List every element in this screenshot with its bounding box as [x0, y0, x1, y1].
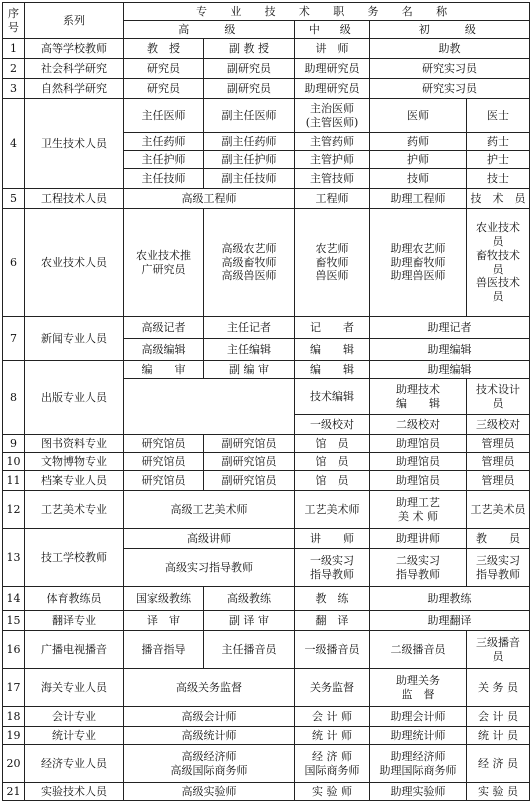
title-cell: 医师 — [370, 99, 467, 133]
title-cell: 技 术 员 — [467, 189, 530, 209]
title-cell: 教 授 — [124, 39, 204, 59]
title-cell: 统 计 员 — [467, 727, 530, 745]
title-cell: 副研究馆员 — [204, 453, 295, 471]
row-number: 21 — [3, 783, 25, 801]
row-number: 18 — [3, 707, 25, 727]
title-cell: 研究员 — [124, 59, 204, 79]
title-cell: 二级校对 — [370, 415, 467, 435]
series-cell: 会计专业 — [25, 707, 124, 727]
title-table — [2, 2, 530, 801]
series-cell: 工程技术人员 — [25, 189, 124, 209]
table-row — [3, 529, 530, 549]
title-cell: 助理技术 编 辑 — [370, 379, 467, 415]
series-cell: 统计专业 — [25, 727, 124, 745]
title-cell: 高级教练 — [204, 587, 295, 611]
title-cell: 助理经济师 助理国际商务师 — [370, 745, 467, 783]
title-cell: 教 员 — [467, 529, 530, 549]
title-cell: 农艺师 畜牧师 兽医师 — [295, 209, 370, 317]
row-number: 8 — [3, 361, 25, 435]
title-cell: 教 练 — [295, 587, 370, 611]
title-cell: 技术设计 员 — [467, 379, 530, 415]
row-number: 7 — [3, 317, 25, 361]
title-cell: 研究馆员 — [124, 435, 204, 453]
series-cell: 经济专业人员 — [25, 745, 124, 783]
table-row — [3, 587, 530, 611]
header-senior: 高 级 — [124, 21, 295, 39]
title-cell: 高级统计师 — [124, 727, 295, 745]
row-number: 4 — [3, 99, 25, 189]
title-cell: 主任播音员 — [204, 631, 295, 669]
title-cell: 三级播音 员 — [467, 631, 530, 669]
table-row — [3, 79, 530, 99]
table-row — [3, 471, 530, 491]
series-cell: 社会科学研究 — [25, 59, 124, 79]
table-row — [3, 317, 530, 339]
title-cell: 高级会计师 — [124, 707, 295, 727]
title-cell: 助理馆员 — [370, 435, 467, 453]
title-cell: 经 济 师 国际商务师 — [295, 745, 370, 783]
title-cell: 农业技术推 广研究员 — [124, 209, 204, 317]
empty-cell — [124, 379, 295, 435]
title-cell: 翻 译 — [295, 611, 370, 631]
series-cell: 自然科学研究 — [25, 79, 124, 99]
title-cell: 药师 — [370, 133, 467, 151]
row-number: 16 — [3, 631, 25, 669]
series-cell: 广播电视播音 — [25, 631, 124, 669]
title-cell: 助理关务 监 督 — [370, 669, 467, 707]
title-cell: 助理编辑 — [370, 361, 530, 379]
row-number: 10 — [3, 453, 25, 471]
title-cell: 记 者 — [295, 317, 370, 339]
title-cell: 馆 员 — [295, 471, 370, 491]
title-cell: 管理员 — [467, 471, 530, 491]
table-row — [3, 435, 530, 453]
series-cell: 图书资料专业 — [25, 435, 124, 453]
title-cell: 药士 — [467, 133, 530, 151]
title-cell: 主任药师 — [124, 133, 204, 151]
series-cell: 技工学校教师 — [25, 529, 124, 587]
title-cell: 高级经济师 高级国际商务师 — [124, 745, 295, 783]
series-cell: 体育教练员 — [25, 587, 124, 611]
series-cell: 新闻专业人员 — [25, 317, 124, 361]
title-cell: 副研究员 — [204, 59, 295, 79]
title-cell: 助理研究员 — [295, 79, 370, 99]
table-row — [3, 611, 530, 631]
title-cell: 助理馆员 — [370, 453, 467, 471]
title-cell: 副 教 授 — [204, 39, 295, 59]
series-cell: 档案专业人员 — [25, 471, 124, 491]
title-cell: 编 审 — [124, 361, 204, 379]
row-number: 5 — [3, 189, 25, 209]
title-cell: 助理记者 — [370, 317, 530, 339]
title-cell: 副 译 审 — [204, 611, 295, 631]
title-cell: 实 验 员 — [467, 783, 530, 801]
table-row — [3, 745, 530, 783]
title-cell: 三级校对 — [467, 415, 530, 435]
title-cell: 一级校对 — [295, 415, 370, 435]
title-cell: 助理翻译 — [370, 611, 530, 631]
series-cell: 实验技术人员 — [25, 783, 124, 801]
title-cell: 高级讲师 — [124, 529, 295, 549]
row-number: 13 — [3, 529, 25, 587]
title-cell: 主任技师 — [124, 169, 204, 189]
row-number: 20 — [3, 745, 25, 783]
table-row — [3, 361, 530, 379]
row-number: 14 — [3, 587, 25, 611]
series-cell: 出版专业人员 — [25, 361, 124, 435]
table-row — [3, 453, 530, 471]
title-cell: 助理会计师 — [370, 707, 467, 727]
title-cell: 高级实验师 — [124, 783, 295, 801]
title-cell: 讲 师 — [295, 529, 370, 549]
series-cell: 翻译专业 — [25, 611, 124, 631]
title-cell: 研究馆员 — [124, 453, 204, 471]
header-title: 专 业 技 术 职 务 名 称 — [124, 3, 530, 21]
title-cell: 工程师 — [295, 189, 370, 209]
table-row — [3, 491, 530, 529]
title-cell: 一级实习 指导教师 — [295, 549, 370, 587]
title-cell: 助理研究员 — [295, 59, 370, 79]
row-number: 6 — [3, 209, 25, 317]
title-cell: 国家级教练 — [124, 587, 204, 611]
title-cell: 助理工程师 — [370, 189, 467, 209]
series-cell: 工艺美术专业 — [25, 491, 124, 529]
title-cell: 高级实习指导教师 — [124, 549, 295, 587]
title-cell: 助教 — [370, 39, 530, 59]
title-cell: 助理农艺师 助理畜牧师 助理兽医师 — [370, 209, 467, 317]
title-cell: 管理员 — [467, 435, 530, 453]
row-number: 12 — [3, 491, 25, 529]
title-cell: 管理员 — [467, 453, 530, 471]
title-cell: 高级关务监督 — [124, 669, 295, 707]
title-cell: 工艺美术师 — [295, 491, 370, 529]
header-junior: 初 级 — [370, 21, 530, 39]
title-cell: 二级播音员 — [370, 631, 467, 669]
row-number: 17 — [3, 669, 25, 707]
title-cell: 高级记者 — [124, 317, 204, 339]
title-cell: 编 辑 — [295, 339, 370, 361]
title-cell: 主任记者 — [204, 317, 295, 339]
title-cell: 工艺美术员 — [467, 491, 530, 529]
series-cell: 海关专业人员 — [25, 669, 124, 707]
title-cell: 助理教练 — [370, 587, 530, 611]
title-cell: 主治医师 (主管医师) — [295, 99, 370, 133]
title-cell: 高级农艺师 高级畜牧师 高级兽医师 — [204, 209, 295, 317]
table-row — [3, 727, 530, 745]
row-number: 15 — [3, 611, 25, 631]
title-cell: 技术编辑 — [295, 379, 370, 415]
title-cell: 研究实习员 — [370, 59, 530, 79]
row-number: 9 — [3, 435, 25, 453]
table-row — [3, 189, 530, 209]
title-cell: 关务监督 — [295, 669, 370, 707]
header-series: 系列 — [25, 3, 124, 39]
table-row — [3, 783, 530, 801]
title-cell: 副研究馆员 — [204, 435, 295, 453]
series-cell: 高等学校教师 — [25, 39, 124, 59]
table-row — [3, 209, 530, 317]
row-number: 11 — [3, 471, 25, 491]
title-cell: 副主任护师 — [204, 151, 295, 169]
header-middle: 中 级 — [295, 21, 370, 39]
title-cell: 译 审 — [124, 611, 204, 631]
title-cell: 高级工程师 — [124, 189, 295, 209]
series-cell: 卫生技术人员 — [25, 99, 124, 189]
title-cell: 助理实验师 — [370, 783, 467, 801]
title-cell: 技士 — [467, 169, 530, 189]
row-number: 3 — [3, 79, 25, 99]
title-cell: 经 济 员 — [467, 745, 530, 783]
title-cell: 副主任技师 — [204, 169, 295, 189]
title-cell: 高级编辑 — [124, 339, 204, 361]
title-cell: 研究员 — [124, 79, 204, 99]
table-row — [3, 669, 530, 707]
title-cell: 副研究员 — [204, 79, 295, 99]
title-cell: 主任护师 — [124, 151, 204, 169]
title-cell: 农业技术 员 畜牧技术 员 兽医技术 员 — [467, 209, 530, 317]
title-cell: 助理工艺 美 术 师 — [370, 491, 467, 529]
series-cell: 文物博物专业 — [25, 453, 124, 471]
title-cell: 助理讲师 — [370, 529, 467, 549]
title-cell: 主管护师 — [295, 151, 370, 169]
title-cell: 会 计 员 — [467, 707, 530, 727]
title-cell: 主任编辑 — [204, 339, 295, 361]
title-cell: 编 辑 — [295, 361, 370, 379]
table-row — [3, 631, 530, 669]
row-number: 2 — [3, 59, 25, 79]
title-cell: 助理编辑 — [370, 339, 530, 361]
table-row — [3, 707, 530, 727]
title-cell: 副研究馆员 — [204, 471, 295, 491]
title-cell: 护师 — [370, 151, 467, 169]
title-cell: 研究馆员 — [124, 471, 204, 491]
title-cell: 二级实习 指导教师 — [370, 549, 467, 587]
title-cell: 关 务 员 — [467, 669, 530, 707]
title-cell: 会 计 师 — [295, 707, 370, 727]
table-row — [3, 99, 530, 133]
table-row — [3, 59, 530, 79]
title-cell: 三级实习 指导教师 — [467, 549, 530, 587]
title-cell: 医士 — [467, 99, 530, 133]
header-no: 序 号 — [3, 3, 25, 39]
title-cell: 实 验 师 — [295, 783, 370, 801]
title-cell: 讲 师 — [295, 39, 370, 59]
title-cell: 播音指导 — [124, 631, 204, 669]
title-cell: 统 计 师 — [295, 727, 370, 745]
title-cell: 副主任药师 — [204, 133, 295, 151]
title-cell: 护士 — [467, 151, 530, 169]
title-cell: 助理统计师 — [370, 727, 467, 745]
title-cell: 副主任医师 — [204, 99, 295, 133]
title-cell: 馆 员 — [295, 453, 370, 471]
title-cell: 研究实习员 — [370, 79, 530, 99]
title-cell: 主任医师 — [124, 99, 204, 133]
row-number: 1 — [3, 39, 25, 59]
series-cell: 农业技术人员 — [25, 209, 124, 317]
title-cell: 主管技师 — [295, 169, 370, 189]
title-cell: 一级播音员 — [295, 631, 370, 669]
title-cell: 馆 员 — [295, 435, 370, 453]
title-cell: 高级工艺美术师 — [124, 491, 295, 529]
row-number: 19 — [3, 727, 25, 745]
table-row — [3, 39, 530, 59]
title-cell: 助理馆员 — [370, 471, 467, 491]
title-cell: 主管药师 — [295, 133, 370, 151]
title-cell: 技师 — [370, 169, 467, 189]
title-cell: 副 编 审 — [204, 361, 295, 379]
